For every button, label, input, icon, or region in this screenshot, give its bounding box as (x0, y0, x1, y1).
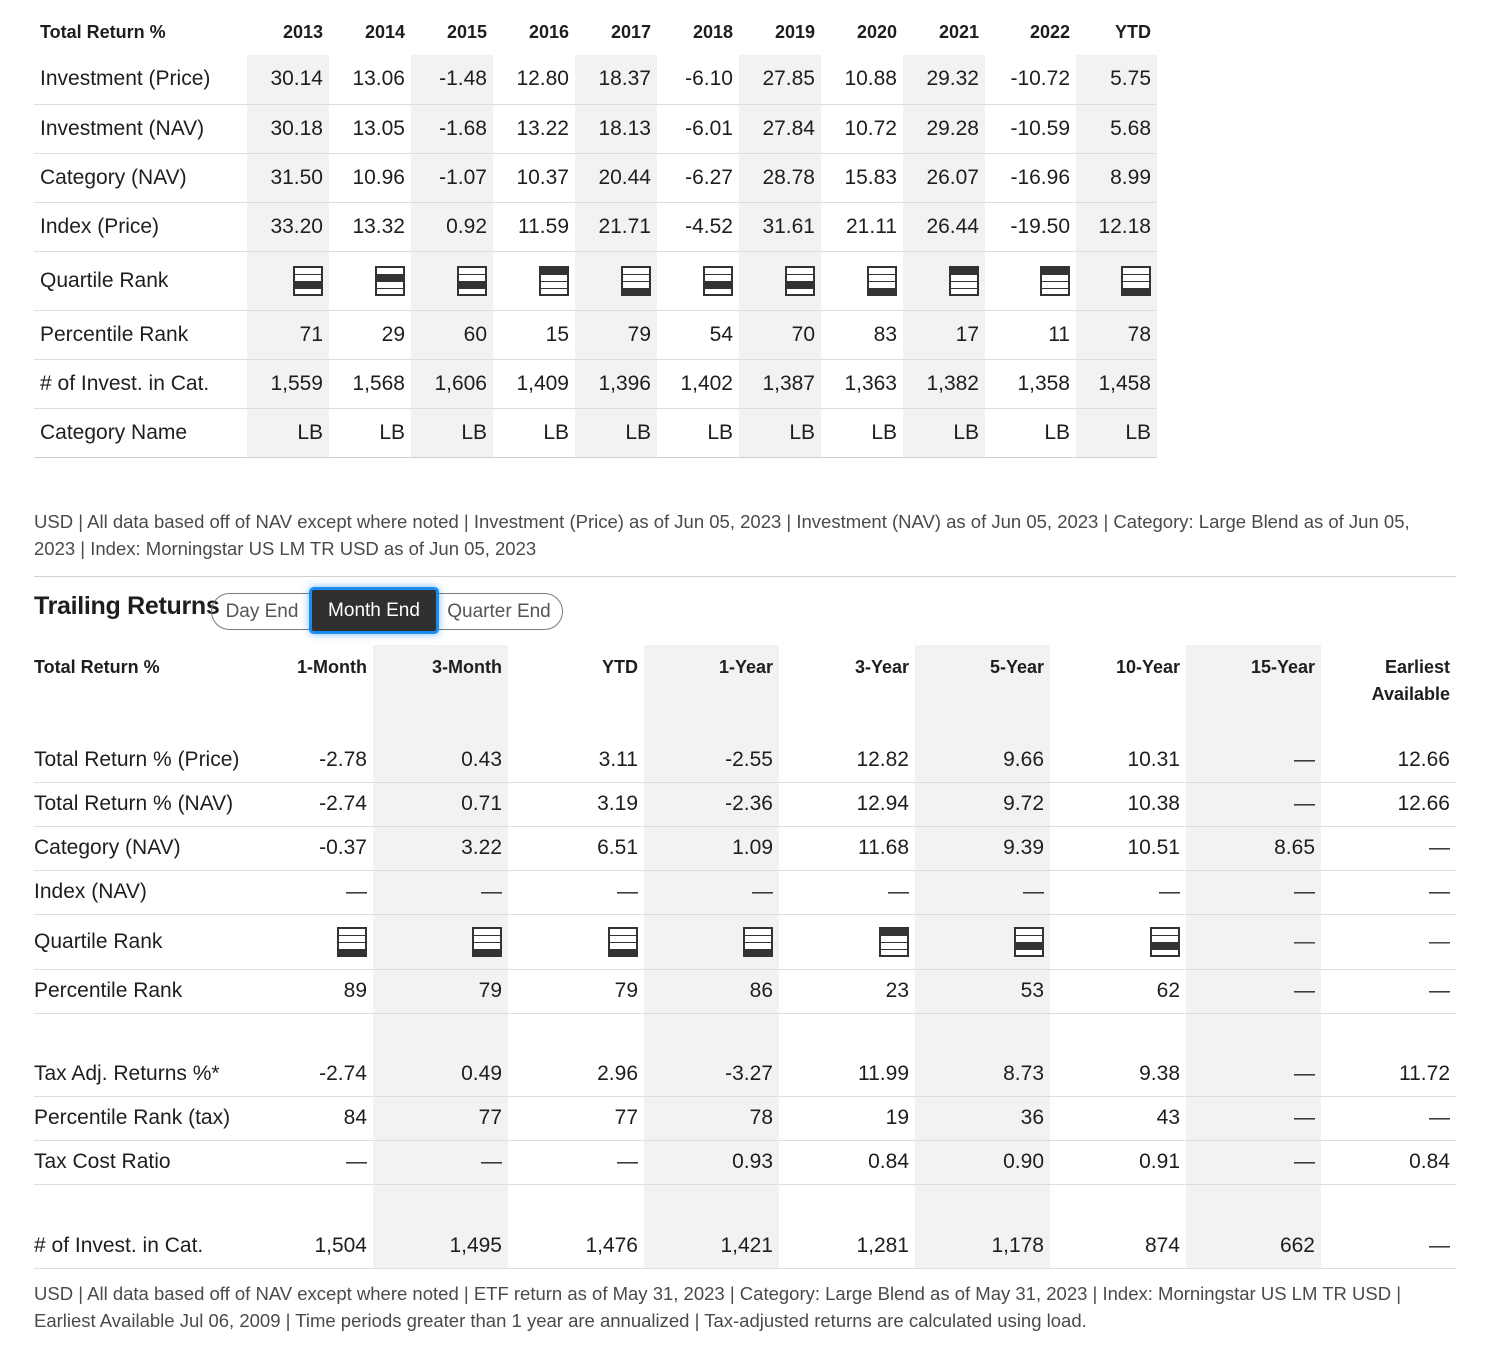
quartile-rank-icon (375, 266, 405, 296)
value-cell: 19 (779, 1096, 915, 1140)
value-cell: — (237, 870, 373, 914)
row-label: Tax Cost Ratio (34, 1140, 237, 1184)
value-cell: 0.93 (644, 1140, 779, 1184)
quartile-rank-icon (608, 927, 638, 957)
period-header: 3-Month (373, 645, 508, 738)
quartile-cell (329, 251, 411, 310)
trailing-header-label: Total Return % (34, 657, 160, 677)
row-label: # of Invest. in Cat. (34, 1224, 237, 1268)
quartile-cell (493, 251, 575, 310)
annual-returns-table (34, 10, 1157, 458)
year-header: 2016 (528, 22, 569, 42)
annual-header-label: Total Return % (40, 22, 166, 42)
count-cell: 662 (1186, 1224, 1321, 1268)
row-label: Percentile Rank (tax) (34, 1096, 237, 1140)
quartile-rank-icon (743, 927, 773, 957)
value-cell: 10.96 (329, 153, 411, 202)
value-cell: -2.36 (644, 782, 779, 826)
value-cell: 31.61 (739, 202, 821, 251)
value-cell: 13.05 (329, 104, 411, 153)
count-cell: 1,606 (411, 359, 493, 408)
trailing-header-row (34, 645, 1456, 738)
row-label: Category (NAV) (34, 826, 237, 870)
count-cell: — (1321, 1224, 1456, 1268)
quartile-cell (411, 251, 493, 310)
year-header: YTD (1115, 22, 1151, 42)
value-cell: 9.38 (1050, 1052, 1186, 1096)
value-cell: — (779, 870, 915, 914)
table-row (34, 251, 1157, 310)
count-cell: 1,382 (903, 359, 985, 408)
value-cell: 0.84 (779, 1140, 915, 1184)
category-name-cell: LB (329, 408, 411, 457)
value-cell: 36 (915, 1096, 1050, 1140)
row-label: Percentile Rank (34, 969, 237, 1013)
category-name-cell: LB (575, 408, 657, 457)
count-cell: 1,281 (779, 1224, 915, 1268)
count-cell: 1,409 (493, 359, 575, 408)
value-cell: — (1321, 1096, 1456, 1140)
table-row (34, 408, 1157, 457)
table-row (34, 104, 1157, 153)
row-label: Tax Adj. Returns %* (34, 1052, 237, 1096)
value-cell: -6.10 (657, 55, 739, 104)
value-cell: 10.88 (821, 55, 903, 104)
value-cell: — (1186, 870, 1321, 914)
count-cell: 1,559 (247, 359, 329, 408)
quartile-rank-icon (472, 927, 502, 957)
value-cell: 11.72 (1321, 1052, 1456, 1096)
value-cell: 0.90 (915, 1140, 1050, 1184)
value-cell: — (237, 1140, 373, 1184)
value-cell: 6.51 (508, 826, 644, 870)
value-cell: — (1186, 1096, 1321, 1140)
count-cell: 1,421 (644, 1224, 779, 1268)
category-name-cell: LB (247, 408, 329, 457)
value-cell: — (1186, 738, 1321, 782)
value-cell: -1.48 (411, 55, 493, 104)
value-cell: -10.59 (985, 104, 1076, 153)
quartile-rank-icon (621, 266, 651, 296)
percentile-cell: 15 (493, 310, 575, 359)
value-cell: 0.71 (373, 782, 508, 826)
count-cell: 1,495 (373, 1224, 508, 1268)
quartile-cell (739, 251, 821, 310)
annual-footnote: USD | All data based off of NAV except where noted | Investment (Price) as of Jun 05, 2023 | Investment (NAV) as of Jun 05, 2023 | Category: Large Blend as of Jun 05, 2023 | Index: Morningstar US LM TR USD as of Jun 05, 2023 (34, 511, 1410, 559)
value-cell: 11.68 (779, 826, 915, 870)
table-row (34, 782, 1456, 826)
table-row (34, 359, 1157, 408)
value-cell: 31.50 (247, 153, 329, 202)
quartile-cell (373, 914, 508, 969)
value-cell: — (373, 1140, 508, 1184)
value-cell: 43 (1050, 1096, 1186, 1140)
category-name-cell: LB (493, 408, 575, 457)
value-cell: 15.83 (821, 153, 903, 202)
value-cell: 9.39 (915, 826, 1050, 870)
quartile-cell (657, 251, 739, 310)
year-header: 2021 (938, 22, 979, 42)
table-row (34, 1052, 1456, 1096)
year-header: 2022 (1029, 22, 1070, 42)
value-cell: 13.06 (329, 55, 411, 104)
value-cell: -2.78 (237, 738, 373, 782)
quartile-cell (247, 251, 329, 310)
row-label: Category (NAV) (34, 153, 247, 202)
quartile-rank-icon (879, 927, 909, 957)
category-name-cell: LB (903, 408, 985, 457)
year-header: 2014 (364, 22, 405, 42)
count-cell: 1,396 (575, 359, 657, 408)
category-name-cell: LB (821, 408, 903, 457)
table-row (34, 202, 1157, 251)
year-header: 2017 (610, 22, 651, 42)
table-row (34, 870, 1456, 914)
value-cell: 2.96 (508, 1052, 644, 1096)
year-header: 2018 (692, 22, 733, 42)
quartile-cell (1076, 251, 1157, 310)
value-cell: 9.66 (915, 738, 1050, 782)
table-row (34, 1140, 1456, 1184)
value-cell: -0.37 (237, 826, 373, 870)
year-header: 2020 (856, 22, 897, 42)
value-cell: 21.11 (821, 202, 903, 251)
period-header: 15-Year (1186, 645, 1321, 738)
count-cell: 1,363 (821, 359, 903, 408)
percentile-cell: 23 (779, 969, 915, 1013)
value-cell: -10.72 (985, 55, 1076, 104)
value-cell: 0.43 (373, 738, 508, 782)
quartile-rank-icon (1150, 927, 1180, 957)
quartile-cell (237, 914, 373, 969)
value-cell: 12.18 (1076, 202, 1157, 251)
period-header: 1-Year (644, 645, 779, 738)
period-header: YTD (602, 657, 638, 677)
quartile-cell (575, 251, 657, 310)
percentile-cell: 17 (903, 310, 985, 359)
quartile-rank-icon (867, 266, 897, 296)
value-cell: 12.66 (1321, 738, 1456, 782)
trailing-returns-table (34, 645, 1456, 1269)
value-cell: 10.38 (1050, 782, 1186, 826)
row-label: Index (Price) (34, 202, 247, 251)
count-cell: 1,178 (915, 1224, 1050, 1268)
value-cell: 0.49 (373, 1052, 508, 1096)
value-cell: 3.22 (373, 826, 508, 870)
count-cell: 1,568 (329, 359, 411, 408)
percentile-cell: 53 (915, 969, 1050, 1013)
quartile-cell (915, 914, 1050, 969)
percentile-cell: 79 (575, 310, 657, 359)
value-cell: — (1186, 1140, 1321, 1184)
value-cell: 77 (508, 1096, 644, 1140)
count-cell: 1,358 (985, 359, 1076, 408)
quarter-end-button[interactable]: Quarter End (447, 600, 551, 622)
value-cell: 13.32 (329, 202, 411, 251)
value-cell: — (644, 870, 779, 914)
percentile-cell: 86 (644, 969, 779, 1013)
table-row (34, 826, 1456, 870)
percentile-cell: 79 (373, 969, 508, 1013)
percentile-cell: 78 (1076, 310, 1157, 359)
value-cell: 27.85 (739, 55, 821, 104)
value-cell: — (1321, 914, 1456, 969)
category-name-cell: LB (739, 408, 821, 457)
value-cell: 3.11 (508, 738, 644, 782)
value-cell: — (508, 870, 644, 914)
value-cell: 18.37 (575, 55, 657, 104)
quartile-rank-icon (785, 266, 815, 296)
value-cell: 77 (373, 1096, 508, 1140)
percentile-cell: 62 (1050, 969, 1186, 1013)
quartile-cell (779, 914, 915, 969)
value-cell: 12.82 (779, 738, 915, 782)
quartile-cell (985, 251, 1076, 310)
value-cell: 10.31 (1050, 738, 1186, 782)
period-header: 5-Year (915, 645, 1050, 738)
quartile-cell (821, 251, 903, 310)
percentile-cell: 83 (821, 310, 903, 359)
value-cell: 1.09 (644, 826, 779, 870)
table-row (34, 969, 1456, 1013)
count-cell: 1,387 (739, 359, 821, 408)
table-row (34, 310, 1157, 359)
row-label: Total Return % (Price) (34, 738, 237, 782)
row-label: Investment (NAV) (34, 104, 247, 153)
value-cell: -19.50 (985, 202, 1076, 251)
count-cell: 1,458 (1076, 359, 1157, 408)
value-cell: 10.37 (493, 153, 575, 202)
percentile-cell: 70 (739, 310, 821, 359)
annual-header-row (34, 10, 1157, 55)
value-cell: — (508, 1140, 644, 1184)
year-header: 2013 (282, 22, 323, 42)
value-cell: 8.99 (1076, 153, 1157, 202)
count-cell: 874 (1050, 1224, 1186, 1268)
table-row (34, 1224, 1456, 1268)
row-label: Total Return % (NAV) (34, 782, 237, 826)
spacer-row (34, 1184, 1456, 1224)
value-cell: 8.73 (915, 1052, 1050, 1096)
month-end-button[interactable]: Month End (312, 590, 436, 631)
value-cell: -3.27 (644, 1052, 779, 1096)
period-toggle (211, 593, 563, 630)
row-label: Investment (Price) (34, 55, 247, 104)
category-name-cell: LB (985, 408, 1076, 457)
count-cell: 1,402 (657, 359, 739, 408)
percentile-cell: 54 (657, 310, 739, 359)
value-cell: 3.19 (508, 782, 644, 826)
quartile-rank-icon (1014, 927, 1044, 957)
value-cell: 20.44 (575, 153, 657, 202)
row-label: Index (NAV) (34, 870, 237, 914)
day-end-button[interactable]: Day End (225, 600, 299, 622)
value-cell: -2.74 (237, 782, 373, 826)
value-cell: 29.32 (903, 55, 985, 104)
value-cell: -1.68 (411, 104, 493, 153)
quartile-rank-icon (457, 266, 487, 296)
count-cell: 1,476 (508, 1224, 644, 1268)
row-label: Category Name (34, 408, 247, 457)
period-header: 10-Year (1115, 657, 1180, 677)
percentile-cell: 60 (411, 310, 493, 359)
value-cell: — (1186, 914, 1321, 969)
percentile-cell: 79 (508, 969, 644, 1013)
percentile-cell: 11 (985, 310, 1076, 359)
value-cell: 30.18 (247, 104, 329, 153)
period-header: 1-Month (297, 657, 367, 677)
quartile-cell (644, 914, 779, 969)
spacer-row (34, 1013, 1456, 1052)
section-divider (34, 576, 1456, 577)
value-cell: 27.84 (739, 104, 821, 153)
percentile-cell: — (1186, 969, 1321, 1013)
value-cell: 5.68 (1076, 104, 1157, 153)
value-cell: -6.27 (657, 153, 739, 202)
value-cell: 28.78 (739, 153, 821, 202)
value-cell: -16.96 (985, 153, 1076, 202)
row-label: # of Invest. in Cat. (34, 359, 247, 408)
value-cell: 10.51 (1050, 826, 1186, 870)
percentile-cell: 89 (237, 969, 373, 1013)
quartile-rank-icon (1040, 266, 1070, 296)
value-cell: 11.59 (493, 202, 575, 251)
value-cell: — (373, 870, 508, 914)
value-cell: — (1186, 1052, 1321, 1096)
value-cell: — (1050, 870, 1186, 914)
year-header: 2019 (774, 22, 815, 42)
row-label: Percentile Rank (34, 310, 247, 359)
value-cell: 33.20 (247, 202, 329, 251)
period-header: Earliest Available (1371, 657, 1450, 704)
percentile-cell: — (1321, 969, 1456, 1013)
value-cell: 0.84 (1321, 1140, 1456, 1184)
table-row (34, 55, 1157, 104)
count-cell: 1,504 (237, 1224, 373, 1268)
value-cell: — (915, 870, 1050, 914)
quartile-rank-icon (293, 266, 323, 296)
value-cell: -6.01 (657, 104, 739, 153)
value-cell: 30.14 (247, 55, 329, 104)
value-cell: 29.28 (903, 104, 985, 153)
value-cell: 12.66 (1321, 782, 1456, 826)
value-cell: 5.75 (1076, 55, 1157, 104)
value-cell: 9.72 (915, 782, 1050, 826)
value-cell: -4.52 (657, 202, 739, 251)
row-label: Quartile Rank (34, 914, 237, 969)
value-cell: 26.07 (903, 153, 985, 202)
value-cell: — (1321, 826, 1456, 870)
value-cell: 13.22 (493, 104, 575, 153)
row-label: Quartile Rank (34, 251, 247, 310)
value-cell: 84 (237, 1096, 373, 1140)
value-cell: 10.72 (821, 104, 903, 153)
quartile-rank-icon (1121, 266, 1151, 296)
period-header: 3-Year (854, 657, 909, 677)
table-row (34, 153, 1157, 202)
value-cell: 8.65 (1186, 826, 1321, 870)
value-cell: 21.71 (575, 202, 657, 251)
trailing-footnote: USD | All data based off of NAV except where noted | ETF return as of May 31, 2023 | Category: Large Blend as of May 31, 2023 | Index: Morningstar US LM TR USD | Earliest Available Jul 06, 2009 | Time periods greater than 1 year are annualized | Tax-adjusted returns are calculated using load. (34, 1283, 1401, 1331)
year-header: 2015 (446, 22, 487, 42)
value-cell: 18.13 (575, 104, 657, 153)
table-row (34, 1096, 1456, 1140)
category-name-cell: LB (411, 408, 493, 457)
value-cell: 11.99 (779, 1052, 915, 1096)
category-name-cell: LB (657, 408, 739, 457)
quartile-rank-icon (337, 927, 367, 957)
value-cell: -2.74 (237, 1052, 373, 1096)
value-cell: -1.07 (411, 153, 493, 202)
trailing-returns-title: Trailing Returns (34, 592, 220, 620)
quartile-rank-icon (539, 266, 569, 296)
value-cell: 26.44 (903, 202, 985, 251)
value-cell: — (1321, 870, 1456, 914)
value-cell: -2.55 (644, 738, 779, 782)
value-cell: — (1186, 782, 1321, 826)
value-cell: 12.94 (779, 782, 915, 826)
value-cell: 0.92 (411, 202, 493, 251)
value-cell: 12.80 (493, 55, 575, 104)
percentile-cell: 71 (247, 310, 329, 359)
quartile-rank-icon (703, 266, 733, 296)
table-row (34, 914, 1456, 969)
quartile-cell (903, 251, 985, 310)
quartile-rank-icon (949, 266, 979, 296)
quartile-cell (1050, 914, 1186, 969)
value-cell: 78 (644, 1096, 779, 1140)
value-cell: 0.91 (1050, 1140, 1186, 1184)
category-name-cell: LB (1076, 408, 1157, 457)
percentile-cell: 29 (329, 310, 411, 359)
quartile-cell (508, 914, 644, 969)
table-row (34, 738, 1456, 782)
